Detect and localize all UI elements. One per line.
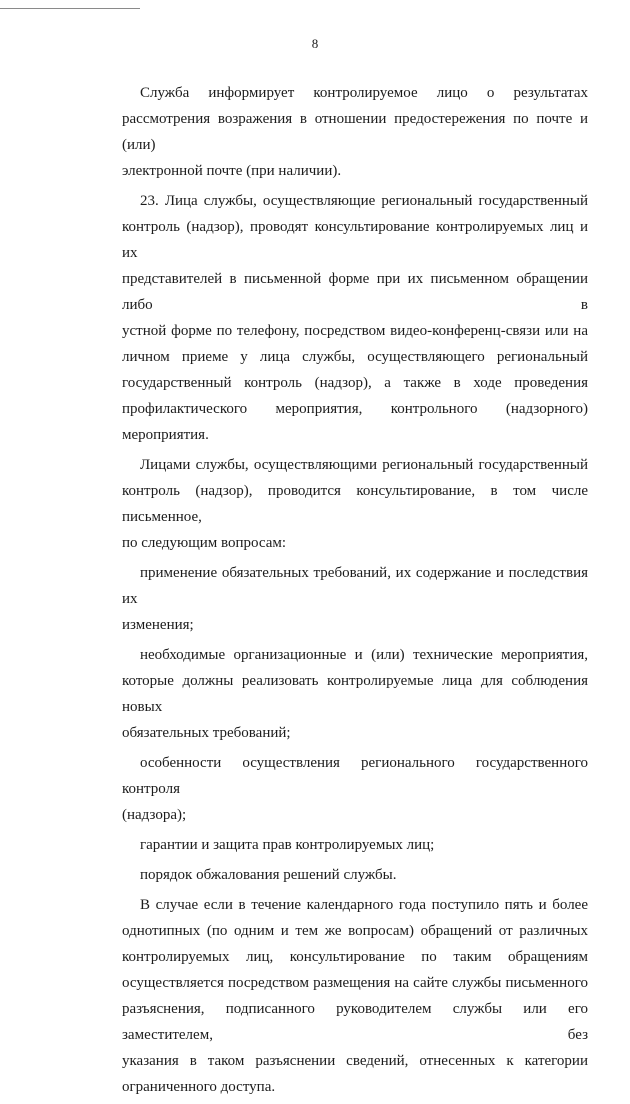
text-line: контроль (надзор), проводится консультирование, в том числе письменное, bbox=[122, 483, 588, 525]
text-line: гарантии и защита прав контролируемых лиц; bbox=[140, 837, 435, 853]
paragraph bbox=[122, 560, 588, 638]
paragraph bbox=[122, 80, 588, 184]
text-line: личном приеме у лица службы, осуществляющего региональный bbox=[122, 349, 588, 365]
text-line: Служба информирует контролируемое лицо о результатах bbox=[140, 85, 588, 101]
text-line: 23. Лица службы, осуществляющие региональный государственный bbox=[140, 193, 588, 209]
page-number: 8 bbox=[311, 36, 319, 51]
paragraph bbox=[122, 862, 588, 888]
paragraph bbox=[122, 188, 588, 448]
text-line: изменения; bbox=[122, 617, 194, 633]
text-line: однотипных (по одним и тем же вопросам) обращений от различных bbox=[122, 923, 588, 939]
text-line: необходимые организационные и (или) технические мероприятия, bbox=[140, 647, 588, 663]
text-line: обязательных требований; bbox=[122, 725, 291, 741]
text-line: которые должны реализовать контролируемые лица для соблюдения новых bbox=[122, 673, 588, 715]
scan-edge-line bbox=[0, 8, 140, 9]
text-line: особенности осуществления регионального государственного контроля bbox=[122, 755, 588, 797]
text-line: контроль (надзор), проводят консультирование контролируемых лиц и их bbox=[122, 219, 588, 261]
text-line: рассмотрения возражения в отношении предостережения по почте и (или) bbox=[122, 111, 588, 153]
text-line: по следующим вопросам: bbox=[122, 535, 287, 551]
text-line: контролируемых лиц, консультирование по таким обращениям bbox=[122, 949, 588, 965]
text-line: осуществляется посредством размещения на сайте службы письменного bbox=[122, 975, 588, 991]
text-line: применение обязательных требований, их содержание и последствия их bbox=[122, 565, 588, 607]
paragraph bbox=[122, 750, 588, 828]
text-line: государственный контроль (надзор), а также в ходе проведения bbox=[122, 375, 588, 391]
paragraph bbox=[122, 892, 588, 1100]
text-line: Лицами службы, осуществляющими региональный государственный bbox=[140, 457, 588, 473]
text-line: ограниченного доступа. bbox=[122, 1079, 276, 1095]
text-line: (надзора); bbox=[122, 807, 187, 823]
paragraph bbox=[122, 832, 588, 858]
paragraph bbox=[122, 642, 588, 746]
document-body bbox=[122, 80, 588, 1104]
text-line: электронной почте (при наличии). bbox=[122, 163, 342, 179]
text-line: порядок обжалования решений службы. bbox=[140, 867, 397, 883]
text-line: разъяснения, подписанного руководителем службы или его заместителем, без bbox=[122, 1001, 588, 1043]
text-line: профилактического мероприятия, контрольного (надзорного) мероприятия. bbox=[122, 401, 588, 443]
text-line: указания в таком разъяснении сведений, отнесенных к категории bbox=[122, 1053, 588, 1069]
text-line: представителей в письменной форме при их письменном обращении либо в bbox=[122, 271, 588, 313]
text-line: устной форме по телефону, посредством видео-конференц-связи или на bbox=[122, 323, 588, 339]
paragraph bbox=[122, 452, 588, 556]
text-line: В случае если в течение календарного года поступило пять и более bbox=[140, 897, 588, 913]
